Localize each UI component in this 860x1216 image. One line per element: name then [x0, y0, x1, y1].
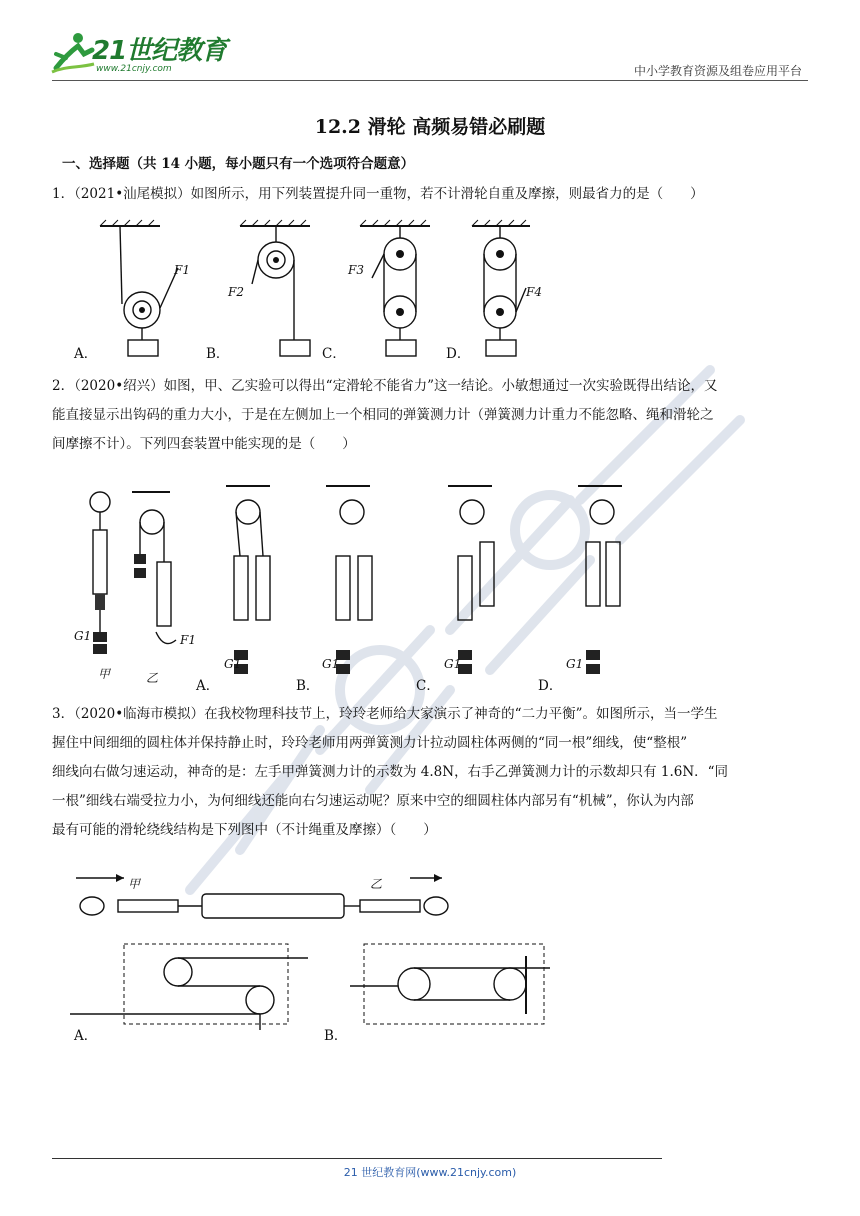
spring-scale-figure-d: [578, 486, 622, 674]
pulley-figure-c: [360, 220, 430, 356]
question-1-figures: [60, 216, 580, 362]
option-a[interactable]: A．: [74, 346, 98, 362]
option-c[interactable]: C．: [322, 346, 346, 362]
question-text-line-4: 一根”细线右端受拉力小，为何细线还能向右匀速运动呢？原来中空的细圆柱体内部另有“机械”，你认为内部: [52, 793, 694, 809]
force-label-f2: F2: [228, 285, 244, 299]
force-label-f4: F4: [526, 285, 542, 299]
question-3: [52, 700, 812, 845]
weight-label: G1: [74, 629, 92, 643]
option-a[interactable]: A．: [74, 1028, 98, 1044]
question-number: 1．: [52, 186, 75, 202]
question-text-line-3: 间摩擦不计）。下列四套装置中能实现的是（ ）: [52, 436, 356, 452]
header-rule: [52, 80, 808, 81]
spring-scale-figure-b: [326, 486, 372, 674]
force-label-f3: F3: [348, 263, 364, 277]
force-label-f1: F1: [174, 263, 190, 277]
question-text-line-3: 细线向右做匀速运动，神奇的是：左手甲弹簧测力计的示数为 4.8N，右手乙弹簧测力计的示数却只有 1.6N．“同: [52, 764, 729, 780]
question-text-line-1: （2020•绍兴）如图，甲、乙实验可以得出“定滑轮不能省力”这一结论。小敏想通过一次实验既得出结论，又: [74, 378, 718, 394]
option-b[interactable]: B．: [296, 678, 320, 694]
question-text-line-2: 握住中间细细的圆柱体并保持静止时，玲玲老师用两弹簧测力计拉动圆柱体两侧的“同一根”细线，使“整根”: [52, 735, 688, 751]
weight-label-a: G1: [224, 657, 242, 671]
question-2: [52, 372, 812, 459]
weight-label-b: G1: [322, 657, 340, 671]
spring-scale-figure-jia: [90, 492, 110, 654]
pulley-figure-b: [240, 220, 310, 356]
question-text-line-5: 最有可能的滑轮绕线结构是下列图中（不计绳重及摩擦）（ ）: [52, 822, 437, 838]
footer-link[interactable]: 21 世纪教育网(www.21cnjy.com): [343, 1166, 517, 1179]
figure-label-yi: 乙: [370, 877, 383, 891]
question-3-apparatus-figure: [70, 870, 550, 932]
question-1: [52, 180, 812, 209]
question-text: （2021•汕尾模拟）如图所示，用下列装置提升同一重物，若不计滑轮自重及摩擦，则最省力的是（ ）: [74, 186, 704, 202]
option-d[interactable]: D．: [538, 678, 563, 694]
question-number: 2．: [52, 378, 75, 394]
spring-scale-figure-c: [448, 486, 494, 674]
option-c[interactable]: C．: [416, 678, 440, 694]
brand-name: 21世纪教育: [92, 36, 227, 66]
brand-url: www.21cnjy.com: [96, 64, 172, 74]
option-b[interactable]: B．: [324, 1028, 348, 1044]
question-text-line-1: （2020•临海市模拟）在我校物理科技节上，玲玲老师给大家演示了神奇的“二力平衡”。如图所示，当一学生: [74, 706, 718, 722]
question-2-figures: [60, 482, 660, 692]
option-b[interactable]: B．: [206, 346, 230, 362]
question-text-line-2: 能直接显示出钩码的重力大小，于是在左侧加上一个相同的弹簧测力计（弹簧测力计重力不能忽略、绳和滑轮之: [52, 407, 714, 423]
section-heading: 一、选择题（共 14 小题，每小题只有一个选项符合题意）: [62, 156, 415, 172]
weight-label-d: G1: [566, 657, 584, 671]
weight-label-c: G1: [444, 657, 462, 671]
logo-icon: [48, 28, 96, 76]
figure-label-yi: 乙: [146, 671, 159, 685]
question-number: 3．: [52, 706, 75, 722]
spring-scale-figure-a: [226, 486, 270, 674]
footer-rule: [52, 1158, 662, 1159]
platform-name: 中小学教育资源及组卷应用平台: [633, 64, 802, 78]
spring-scale-figure-yi: [132, 492, 176, 644]
force-label: F1: [180, 633, 196, 647]
question-3-options-figure: [70, 940, 570, 1030]
option-a[interactable]: A．: [196, 678, 220, 694]
option-d[interactable]: D．: [446, 346, 471, 362]
pulley-figure-a: [100, 220, 178, 356]
figure-label-jia: 甲: [98, 667, 111, 681]
page-title: 12.2 滑轮 高频易错必刷题: [314, 116, 546, 138]
figure-label-jia: 甲: [128, 877, 141, 891]
pulley-figure-d: [472, 220, 530, 356]
